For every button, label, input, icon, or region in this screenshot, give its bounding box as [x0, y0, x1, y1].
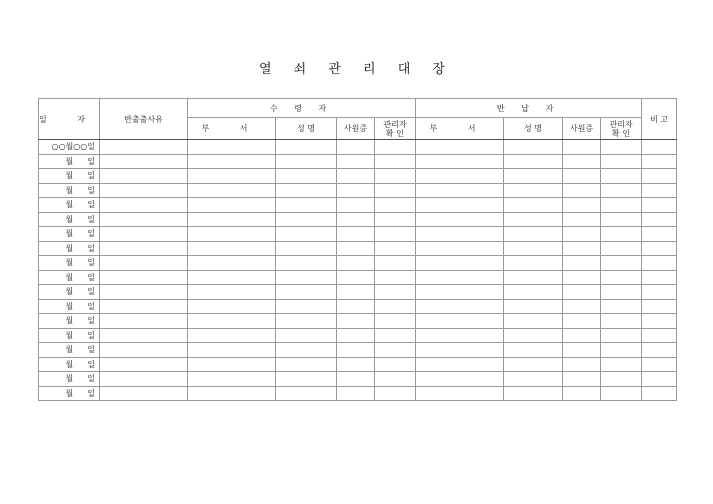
returner-name-cell[interactable]: [504, 169, 563, 184]
note-cell[interactable]: [642, 183, 677, 198]
returner-dept-cell[interactable]: [416, 227, 504, 242]
receiver-employee-id-cell[interactable]: [337, 241, 375, 256]
month-label: 월: [65, 200, 74, 210]
month-label: 월: [65, 185, 74, 195]
day-label: 일: [87, 185, 95, 195]
table-row: [39, 227, 677, 242]
note-cell[interactable]: [642, 270, 677, 285]
returner-employee-id-cell[interactable]: [563, 328, 601, 343]
receiver-dept-cell[interactable]: [188, 183, 276, 198]
receiver-manager-cell[interactable]: [375, 212, 416, 227]
reason-cell[interactable]: [100, 198, 188, 213]
table-row: [39, 183, 677, 198]
header-returner-dept: 부 서: [416, 118, 504, 140]
receiver-name-cell[interactable]: [276, 227, 337, 242]
reason-cell[interactable]: [100, 314, 188, 329]
returner-name-cell[interactable]: [504, 372, 563, 387]
receiver-dept-cell[interactable]: [188, 372, 276, 387]
returner-name-cell[interactable]: [504, 198, 563, 213]
date-cell[interactable]: [39, 241, 100, 256]
note-cell[interactable]: [642, 299, 677, 314]
table-row: [39, 270, 677, 285]
returner-name-cell[interactable]: [504, 386, 563, 401]
header-receiver-group: 수 령 자: [188, 99, 416, 118]
date-cell[interactable]: [39, 227, 100, 242]
reason-cell[interactable]: [100, 227, 188, 242]
returner-employee-id-cell[interactable]: [563, 343, 601, 358]
returner-employee-id-cell[interactable]: [563, 256, 601, 271]
month-label: 월: [65, 258, 74, 268]
day-label: 일: [87, 287, 95, 297]
reason-cell[interactable]: [100, 372, 188, 387]
day-label: 일: [87, 156, 95, 166]
receiver-dept-cell[interactable]: [188, 314, 276, 329]
date-text: ○○월○○일: [51, 142, 95, 152]
receiver-employee-id-cell[interactable]: [337, 270, 375, 285]
ledger-body: [39, 140, 677, 401]
receiver-employee-id-cell[interactable]: [337, 212, 375, 227]
note-cell[interactable]: [642, 256, 677, 271]
returner-manager-cell[interactable]: [601, 241, 642, 256]
table-row: [39, 285, 677, 300]
returner-name-cell[interactable]: [504, 285, 563, 300]
receiver-dept-cell[interactable]: [188, 256, 276, 271]
returner-employee-id-cell[interactable]: [563, 285, 601, 300]
receiver-employee-id-cell[interactable]: [337, 183, 375, 198]
returner-employee-id-cell[interactable]: [563, 198, 601, 213]
receiver-manager-cell[interactable]: [375, 140, 416, 155]
day-label: 일: [87, 214, 95, 224]
date-cell[interactable]: [39, 212, 100, 227]
note-cell[interactable]: [642, 212, 677, 227]
returner-manager-cell[interactable]: [601, 169, 642, 184]
note-cell[interactable]: [642, 314, 677, 329]
receiver-dept-cell[interactable]: [188, 270, 276, 285]
month-label: 월: [65, 156, 74, 166]
date-cell[interactable]: [39, 256, 100, 271]
receiver-name-cell[interactable]: [276, 357, 337, 372]
returner-dept-cell[interactable]: [416, 386, 504, 401]
receiver-manager-cell[interactable]: [375, 169, 416, 184]
receiver-dept-cell[interactable]: [188, 343, 276, 358]
receiver-name-cell[interactable]: [276, 183, 337, 198]
receiver-name-cell[interactable]: [276, 328, 337, 343]
receiver-manager-cell[interactable]: [375, 328, 416, 343]
receiver-name-cell[interactable]: [276, 154, 337, 169]
returner-name-cell[interactable]: [504, 299, 563, 314]
date-cell[interactable]: [39, 328, 100, 343]
table-row: [39, 314, 677, 329]
header-date: 일 자: [39, 99, 100, 140]
receiver-manager-cell[interactable]: [375, 343, 416, 358]
reason-cell[interactable]: [100, 256, 188, 271]
table-row: [39, 169, 677, 184]
receiver-dept-cell[interactable]: [188, 140, 276, 155]
returner-employee-id-cell[interactable]: [563, 140, 601, 155]
returner-dept-cell[interactable]: [416, 270, 504, 285]
table-row: [39, 299, 677, 314]
returner-manager-cell[interactable]: [601, 256, 642, 271]
returner-dept-cell[interactable]: [416, 198, 504, 213]
header-note: 비 고: [642, 99, 677, 140]
reason-cell[interactable]: [100, 212, 188, 227]
note-cell[interactable]: [642, 198, 677, 213]
month-label: 월: [65, 243, 74, 253]
manager-label-line1: 관리자: [383, 119, 407, 129]
table-row: [39, 154, 677, 169]
receiver-dept-cell[interactable]: [188, 328, 276, 343]
header-returner-employee-id: 사원증: [563, 118, 601, 140]
day-label: 일: [87, 301, 95, 311]
returner-name-cell[interactable]: [504, 140, 563, 155]
receiver-name-cell[interactable]: [276, 372, 337, 387]
receiver-name-cell[interactable]: [276, 343, 337, 358]
note-cell[interactable]: [642, 140, 677, 155]
day-label: 일: [87, 243, 95, 253]
returner-name-cell[interactable]: [504, 270, 563, 285]
date-cell[interactable]: [39, 140, 100, 155]
receiver-dept-cell[interactable]: [188, 299, 276, 314]
day-label: 일: [87, 388, 95, 398]
day-label: 일: [87, 359, 95, 369]
receiver-manager-cell[interactable]: [375, 154, 416, 169]
month-label: 월: [65, 316, 74, 326]
note-cell[interactable]: [642, 169, 677, 184]
note-cell[interactable]: [642, 386, 677, 401]
returner-dept-cell[interactable]: [416, 212, 504, 227]
date-cell[interactable]: [39, 299, 100, 314]
returner-employee-id-cell[interactable]: [563, 169, 601, 184]
receiver-employee-id-cell[interactable]: [337, 386, 375, 401]
receiver-name-cell[interactable]: [276, 299, 337, 314]
month-label: 월: [65, 214, 74, 224]
receiver-manager-cell[interactable]: [375, 256, 416, 271]
reason-cell[interactable]: [100, 357, 188, 372]
month-label: 월: [65, 171, 74, 181]
manager-label-line2: 확 인: [386, 128, 405, 138]
note-cell[interactable]: [642, 343, 677, 358]
returner-manager-cell[interactable]: [601, 386, 642, 401]
receiver-employee-id-cell[interactable]: [337, 169, 375, 184]
day-label: 일: [87, 258, 95, 268]
receiver-employee-id-cell[interactable]: [337, 314, 375, 329]
receiver-dept-cell[interactable]: [188, 357, 276, 372]
table-row: [39, 212, 677, 227]
table-row: [39, 241, 677, 256]
reason-cell[interactable]: [100, 183, 188, 198]
receiver-name-cell[interactable]: [276, 198, 337, 213]
table-row: [39, 343, 677, 358]
receiver-name-cell[interactable]: [276, 212, 337, 227]
header-receiver-manager-confirm: [375, 118, 416, 140]
receiver-name-cell[interactable]: [276, 140, 337, 155]
date-cell[interactable]: [39, 154, 100, 169]
date-cell[interactable]: [39, 169, 100, 184]
returner-employee-id-cell[interactable]: [563, 227, 601, 242]
month-label: 월: [65, 374, 74, 384]
receiver-employee-id-cell[interactable]: [337, 372, 375, 387]
returner-dept-cell[interactable]: [416, 328, 504, 343]
returner-dept-cell[interactable]: [416, 154, 504, 169]
note-cell[interactable]: [642, 285, 677, 300]
returner-name-cell[interactable]: [504, 227, 563, 242]
reason-cell[interactable]: [100, 270, 188, 285]
returner-manager-cell[interactable]: [601, 328, 642, 343]
note-cell[interactable]: [642, 328, 677, 343]
receiver-manager-cell[interactable]: [375, 198, 416, 213]
returner-name-cell[interactable]: [504, 328, 563, 343]
returner-manager-cell[interactable]: [601, 372, 642, 387]
note-cell[interactable]: [642, 357, 677, 372]
receiver-name-cell[interactable]: [276, 386, 337, 401]
returner-dept-cell[interactable]: [416, 140, 504, 155]
receiver-employee-id-cell[interactable]: [337, 227, 375, 242]
receiver-manager-cell[interactable]: [375, 357, 416, 372]
receiver-employee-id-cell[interactable]: [337, 256, 375, 271]
returner-manager-cell[interactable]: [601, 198, 642, 213]
reason-cell[interactable]: [100, 285, 188, 300]
receiver-name-cell[interactable]: [276, 270, 337, 285]
table-row: [39, 256, 677, 271]
month-label: 월: [65, 287, 74, 297]
returner-dept-cell[interactable]: [416, 299, 504, 314]
header-receiver-name: 성 명: [276, 118, 337, 140]
day-label: 일: [87, 374, 95, 384]
receiver-employee-id-cell[interactable]: [337, 154, 375, 169]
receiver-manager-cell[interactable]: [375, 227, 416, 242]
returner-employee-id-cell[interactable]: [563, 270, 601, 285]
returner-dept-cell[interactable]: [416, 241, 504, 256]
month-label: 월: [65, 272, 74, 282]
returner-manager-cell[interactable]: [601, 285, 642, 300]
day-label: 일: [87, 345, 95, 355]
returner-manager-cell[interactable]: [601, 140, 642, 155]
table-row: [39, 357, 677, 372]
receiver-name-cell[interactable]: [276, 169, 337, 184]
reason-cell[interactable]: [100, 140, 188, 155]
reason-cell[interactable]: [100, 299, 188, 314]
returner-name-cell[interactable]: [504, 212, 563, 227]
header-returner-manager-confirm: [601, 118, 642, 140]
returner-name-cell[interactable]: [504, 343, 563, 358]
table-row: [39, 386, 677, 401]
returner-manager-cell[interactable]: [601, 270, 642, 285]
returner-employee-id-cell[interactable]: [563, 212, 601, 227]
note-cell[interactable]: [642, 227, 677, 242]
receiver-name-cell[interactable]: [276, 285, 337, 300]
receiver-dept-cell[interactable]: [188, 169, 276, 184]
manager-label-line1: 관리자: [609, 119, 633, 129]
table-row: [39, 198, 677, 213]
day-label: 일: [87, 171, 95, 181]
date-cell[interactable]: [39, 270, 100, 285]
table-row: [39, 328, 677, 343]
returner-manager-cell[interactable]: [601, 314, 642, 329]
day-label: 일: [87, 200, 95, 210]
returner-manager-cell[interactable]: [601, 343, 642, 358]
returner-name-cell[interactable]: [504, 256, 563, 271]
reason-cell[interactable]: [100, 154, 188, 169]
receiver-name-cell[interactable]: [276, 241, 337, 256]
note-cell[interactable]: [642, 154, 677, 169]
reason-cell[interactable]: [100, 386, 188, 401]
manager-label-line2: 확 인: [612, 128, 631, 138]
receiver-name-cell[interactable]: [276, 256, 337, 271]
month-label: 월: [65, 359, 74, 369]
returner-manager-cell[interactable]: [601, 357, 642, 372]
date-cell[interactable]: [39, 183, 100, 198]
table-row: [39, 140, 677, 155]
date-cell[interactable]: [39, 314, 100, 329]
reason-cell[interactable]: [100, 328, 188, 343]
receiver-dept-cell[interactable]: [188, 154, 276, 169]
returner-name-cell[interactable]: [504, 241, 563, 256]
month-label: 월: [65, 330, 74, 340]
date-cell[interactable]: [39, 372, 100, 387]
returner-employee-id-cell[interactable]: [563, 386, 601, 401]
returner-dept-cell[interactable]: [416, 343, 504, 358]
month-label: 월: [65, 229, 74, 239]
returner-name-cell[interactable]: [504, 183, 563, 198]
receiver-dept-cell[interactable]: [188, 285, 276, 300]
receiver-manager-cell[interactable]: [375, 183, 416, 198]
returner-dept-cell[interactable]: [416, 183, 504, 198]
receiver-dept-cell[interactable]: [188, 212, 276, 227]
returner-dept-cell[interactable]: [416, 372, 504, 387]
receiver-name-cell[interactable]: [276, 314, 337, 329]
receiver-manager-cell[interactable]: [375, 285, 416, 300]
note-cell[interactable]: [642, 241, 677, 256]
returner-employee-id-cell[interactable]: [563, 183, 601, 198]
receiver-dept-cell[interactable]: [188, 198, 276, 213]
returner-name-cell[interactable]: [504, 314, 563, 329]
date-cell[interactable]: [39, 357, 100, 372]
date-cell[interactable]: [39, 198, 100, 213]
date-cell[interactable]: [39, 386, 100, 401]
returner-manager-cell[interactable]: [601, 299, 642, 314]
day-label: 일: [87, 316, 95, 326]
day-label: 일: [87, 272, 95, 282]
receiver-employee-id-cell[interactable]: [337, 140, 375, 155]
returner-manager-cell[interactable]: [601, 154, 642, 169]
returner-dept-cell[interactable]: [416, 285, 504, 300]
receiver-employee-id-cell[interactable]: [337, 299, 375, 314]
receiver-employee-id-cell[interactable]: [337, 285, 375, 300]
returner-employee-id-cell[interactable]: [563, 314, 601, 329]
date-cell[interactable]: [39, 343, 100, 358]
reason-cell[interactable]: [100, 241, 188, 256]
day-label: 일: [87, 330, 95, 340]
returner-employee-id-cell[interactable]: [563, 154, 601, 169]
month-label: 월: [65, 301, 74, 311]
receiver-manager-cell[interactable]: [375, 299, 416, 314]
receiver-employee-id-cell[interactable]: [337, 198, 375, 213]
table-row: [39, 372, 677, 387]
receiver-dept-cell[interactable]: [188, 227, 276, 242]
header-reason: 반출출사유: [100, 99, 188, 140]
returner-employee-id-cell[interactable]: [563, 372, 601, 387]
header-returner-group: 반 납 자: [416, 99, 642, 118]
returner-employee-id-cell[interactable]: [563, 357, 601, 372]
month-label: 월: [65, 345, 74, 355]
date-cell[interactable]: [39, 285, 100, 300]
month-label: 월: [65, 388, 74, 398]
returner-employee-id-cell[interactable]: [563, 299, 601, 314]
returner-dept-cell[interactable]: [416, 169, 504, 184]
returner-name-cell[interactable]: [504, 154, 563, 169]
returner-manager-cell[interactable]: [601, 227, 642, 242]
receiver-employee-id-cell[interactable]: [337, 343, 375, 358]
returner-dept-cell[interactable]: [416, 314, 504, 329]
day-label: 일: [87, 229, 95, 239]
note-cell[interactable]: [642, 372, 677, 387]
header-receiver-employee-id: 사원증: [337, 118, 375, 140]
header-receiver-dept: 부 서: [188, 118, 276, 140]
returner-manager-cell[interactable]: [601, 183, 642, 198]
page-title: 열 쇠 관 리 대 장: [258, 62, 454, 77]
returner-dept-cell[interactable]: [416, 357, 504, 372]
key-management-ledger-table: [38, 98, 677, 401]
returner-name-cell[interactable]: [504, 357, 563, 372]
receiver-manager-cell[interactable]: [375, 372, 416, 387]
receiver-employee-id-cell[interactable]: [337, 357, 375, 372]
returner-manager-cell[interactable]: [601, 212, 642, 227]
reason-cell[interactable]: [100, 169, 188, 184]
returner-dept-cell[interactable]: [416, 256, 504, 271]
receiver-dept-cell[interactable]: [188, 241, 276, 256]
receiver-employee-id-cell[interactable]: [337, 328, 375, 343]
header-returner-name: 성 명: [504, 118, 563, 140]
receiver-dept-cell[interactable]: [188, 386, 276, 401]
receiver-manager-cell[interactable]: [375, 270, 416, 285]
returner-employee-id-cell[interactable]: [563, 241, 601, 256]
receiver-manager-cell[interactable]: [375, 241, 416, 256]
reason-cell[interactable]: [100, 343, 188, 358]
receiver-manager-cell[interactable]: [375, 314, 416, 329]
receiver-manager-cell[interactable]: [375, 386, 416, 401]
